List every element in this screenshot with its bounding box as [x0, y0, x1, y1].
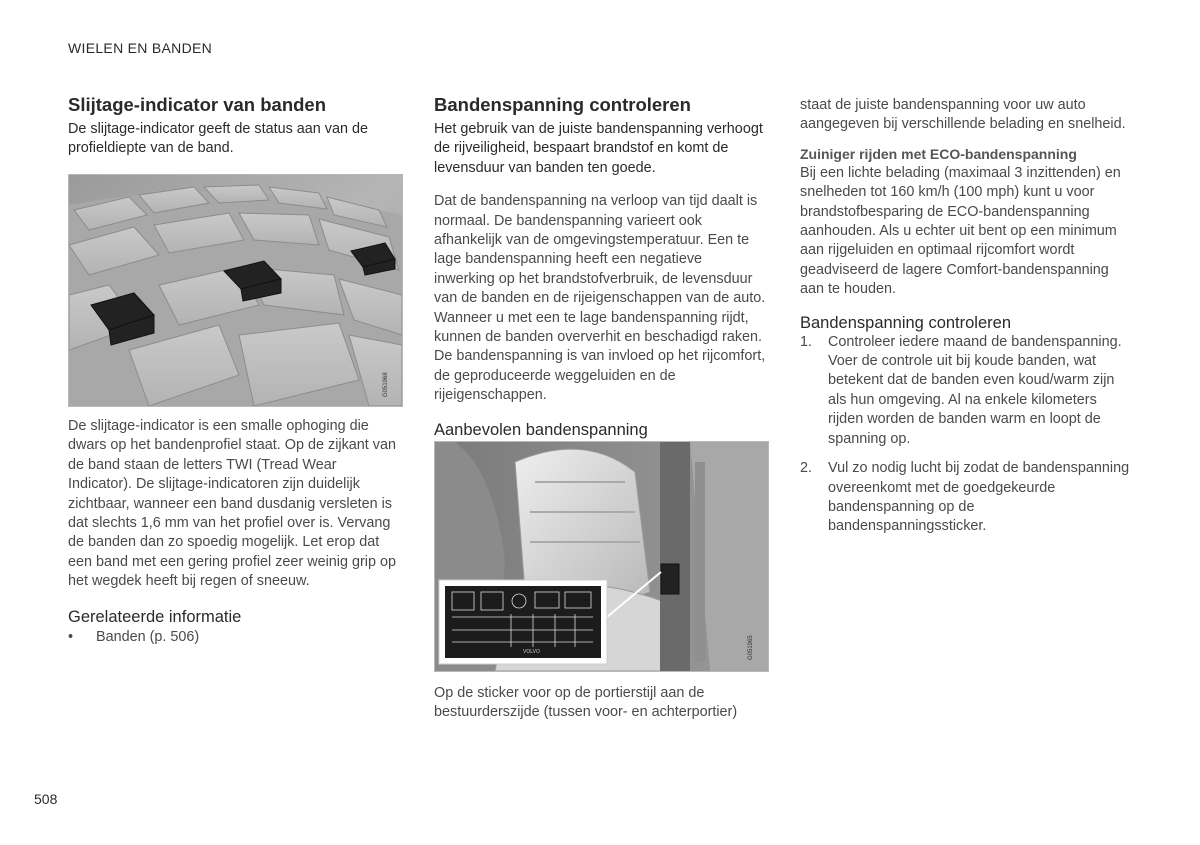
check-steps-list [800, 333, 1132, 537]
step-text: Controleer iedere maand de bandenspanning. Voer de controle uit bij koude banden, wat betekent dat de banden even koud/warm zijn als hun omgeving. Al na enkele kilometers rijden worden de banden warm en loopt de spanning op. [828, 333, 1122, 447]
step-text: Vul zo nodig lucht bij zodat de bandenspanning overeenkomt met de goedgekeurde bandenspanning op de bandenspanningssticker. [828, 460, 1130, 535]
sticker-brand-text: VOLVO [523, 649, 540, 655]
tire-pressure-body: Dat de bandenspanning na verloop van tijd daalt is normaal. De bandenspanning varieert ook afhankelijk van de omgevingstemperatuur. Een te lage bandenspanning heeft een negatieve inwerking op het brandstofverbruik, de levensduur van de banden en de rijeigenschappen van de auto. Wanneer u met een te lage bandenspanning rijdt, kunnen de banden oververhit en beschadigd raken. De bandenspanning is van invloed op het rijcomfort, de geproduceerde weggeluiden en de rijeigenschappen. [434, 193, 766, 404]
tread-wear-lead: De slijtage-indicator geeft de status aan van de profieldiepte van de band. [68, 121, 368, 157]
car-interior-graphic [435, 442, 768, 671]
eco-pressure-title: Zuiniger rijden met ECO-bandenspanning [800, 145, 1077, 162]
tread-wear-body-block [68, 417, 398, 647]
door-figure-caption: Op de sticker voor op de portierstijl aan de bestuurderszijde (tussen voor- en achterportier) [434, 685, 738, 721]
tread-wear-body: De slijtage-indicator is een smalle ophoging die dwars op het bandenprofiel staat. Op de zijkant van de band staan de letters TWI (Tread Wear Indicator). De slijtage-indicatoren zijn duidelijk zichtbaar, wanneer een band dusdanig versleten is dat slechts 1,6 mm van het profiel over is. Vervang de banden dan zo spoedig mogelijk. Let erop dat een band met een gering profiel zeer weinig grip op het wegdek heeft bij regen of sneeuw. [68, 418, 396, 590]
step-number: 2. [800, 460, 813, 477]
check-step [800, 333, 1132, 449]
column-tread-wear [68, 94, 398, 159]
check-step [800, 459, 1132, 537]
step-number: 1. [800, 333, 813, 350]
page-number: 508 [34, 791, 58, 807]
related-link-text[interactable]: Banden (p. 506) [96, 628, 200, 645]
tire-pressure-lead: Het gebruik van de juiste bandenspanning verhoogt de rijveiligheid, bespaart brandstof en komt de levensduur van banden ten goede. [434, 121, 763, 176]
door-figure-caption-block [434, 684, 774, 723]
tire-tread-graphic [69, 175, 402, 406]
tread-wear-title: Slijtage-indicator van banden [68, 94, 327, 115]
related-info-title: Gerelateerde informatie [68, 607, 242, 626]
tread-wear-illustration [68, 174, 403, 407]
eco-pressure-body: Bij een lichte belading (maximaal 3 inzittenden) en snelheden tot 160 km/h (100 mph) kunt u voor brandstofbesparing de ECO-bandenspanning aanhouden. Als u echter uit bent op een minimum aan rijgeluiden en optimaal rijcomfort wordt geadviseerd de lagere Comfort-bandenspanning aan te houden. [800, 164, 1121, 298]
door-figure-code: G051965 [748, 635, 754, 660]
column-pressure-details [800, 96, 1132, 537]
door-pillar-illustration [434, 441, 769, 672]
related-link-item[interactable] [68, 628, 398, 647]
tread-figure-code: G051968 [383, 372, 389, 397]
pressure-intro: staat de juiste bandenspanning voor uw auto aangegeven bij verschillende belading en snelheid. [800, 97, 1126, 133]
recommended-pressure-title: Aanbevolen bandenspanning [434, 420, 648, 439]
section-header: WIELEN EN BANDEN [68, 40, 213, 56]
bullet-icon: • [68, 628, 74, 645]
tire-pressure-title: Bandenspanning controleren [434, 94, 691, 115]
column-tire-pressure [434, 94, 766, 440]
check-pressure-title: Bandenspanning controleren [800, 313, 1011, 332]
